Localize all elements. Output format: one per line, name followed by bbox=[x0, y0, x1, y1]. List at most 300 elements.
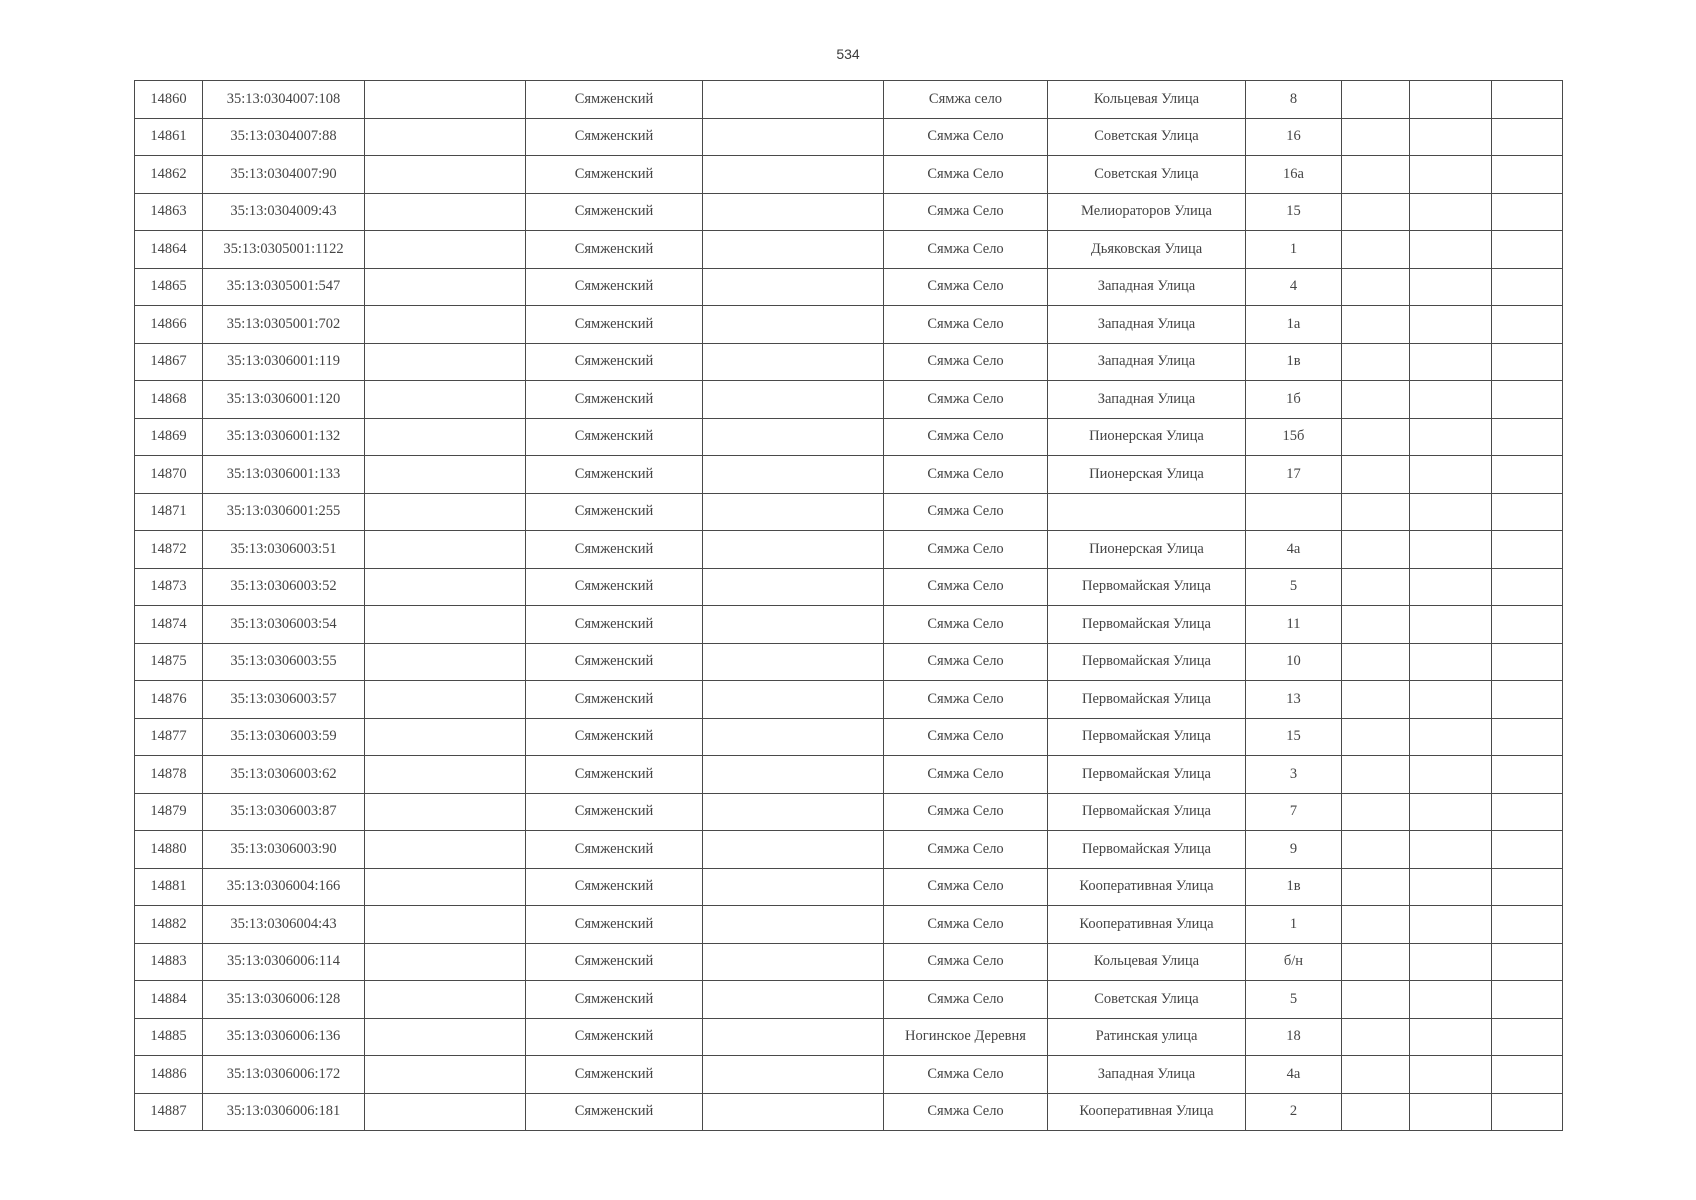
blank-cell-5 bbox=[1492, 231, 1563, 269]
cadastral-number-cell: 35:13:0306006:128 bbox=[203, 981, 365, 1019]
cadastral-number-cell: 35:13:0305001:702 bbox=[203, 306, 365, 344]
blank-cell-3 bbox=[1342, 606, 1410, 644]
house-number-cell: 1а bbox=[1246, 306, 1342, 344]
blank-cell-4 bbox=[1410, 531, 1492, 569]
table-row bbox=[135, 456, 1563, 494]
district-cell: Сямженский bbox=[526, 1056, 703, 1094]
blank-cell-2 bbox=[703, 793, 884, 831]
blank-cell-5 bbox=[1492, 718, 1563, 756]
blank-cell-4 bbox=[1410, 268, 1492, 306]
cadastral-number-cell: 35:13:0306003:90 bbox=[203, 831, 365, 869]
blank-cell-1 bbox=[365, 906, 526, 944]
street-cell: Советская Улица bbox=[1048, 981, 1246, 1019]
blank-cell-3 bbox=[1342, 1056, 1410, 1094]
blank-cell-3 bbox=[1342, 981, 1410, 1019]
blank-cell-3 bbox=[1342, 718, 1410, 756]
district-cell: Сямженский bbox=[526, 943, 703, 981]
house-number-cell: 4а bbox=[1246, 1056, 1342, 1094]
cadastral-number-cell: 35:13:0306003:52 bbox=[203, 568, 365, 606]
blank-cell-4 bbox=[1410, 943, 1492, 981]
district-cell: Сямженский bbox=[526, 531, 703, 569]
district-cell: Сямженский bbox=[526, 793, 703, 831]
cadastral-number-cell: 35:13:0306001:119 bbox=[203, 343, 365, 381]
street-cell: Западная Улица bbox=[1048, 268, 1246, 306]
blank-cell-1 bbox=[365, 793, 526, 831]
settlement-cell: Сямжа Село bbox=[884, 568, 1048, 606]
blank-cell-3 bbox=[1342, 456, 1410, 494]
table-row bbox=[135, 193, 1563, 231]
blank-cell-5 bbox=[1492, 381, 1563, 419]
blank-cell-4 bbox=[1410, 381, 1492, 419]
blank-cell-5 bbox=[1492, 681, 1563, 719]
blank-cell-2 bbox=[703, 306, 884, 344]
record-number-cell: 14872 bbox=[135, 531, 203, 569]
blank-cell-4 bbox=[1410, 981, 1492, 1019]
blank-cell-5 bbox=[1492, 793, 1563, 831]
district-cell: Сямженский bbox=[526, 268, 703, 306]
record-number-cell: 14864 bbox=[135, 231, 203, 269]
blank-cell-3 bbox=[1342, 231, 1410, 269]
street-cell: Первомайская Улица bbox=[1048, 831, 1246, 869]
table-row bbox=[135, 81, 1563, 119]
table-row bbox=[135, 943, 1563, 981]
blank-cell-1 bbox=[365, 381, 526, 419]
blank-cell-4 bbox=[1410, 1093, 1492, 1131]
record-number-cell: 14860 bbox=[135, 81, 203, 119]
house-number-cell: б/н bbox=[1246, 943, 1342, 981]
blank-cell-2 bbox=[703, 156, 884, 194]
district-cell: Сямженский bbox=[526, 831, 703, 869]
blank-cell-1 bbox=[365, 343, 526, 381]
cadastral-number-cell: 35:13:0306006:114 bbox=[203, 943, 365, 981]
settlement-cell: Сямжа Село bbox=[884, 681, 1048, 719]
record-number-cell: 14868 bbox=[135, 381, 203, 419]
registry-body bbox=[135, 81, 1563, 1131]
house-number-cell: 13 bbox=[1246, 681, 1342, 719]
district-cell: Сямженский bbox=[526, 193, 703, 231]
blank-cell-2 bbox=[703, 118, 884, 156]
street-cell: Западная Улица bbox=[1048, 381, 1246, 419]
district-cell: Сямженский bbox=[526, 456, 703, 494]
settlement-cell: Сямжа Село bbox=[884, 793, 1048, 831]
settlement-cell: Сямжа Село bbox=[884, 943, 1048, 981]
table-row bbox=[135, 381, 1563, 419]
house-number-cell: 1 bbox=[1246, 906, 1342, 944]
settlement-cell: Сямжа Село bbox=[884, 493, 1048, 531]
record-number-cell: 14863 bbox=[135, 193, 203, 231]
registry-table bbox=[134, 80, 1563, 1131]
settlement-cell: Сямжа Село bbox=[884, 981, 1048, 1019]
table-row bbox=[135, 831, 1563, 869]
blank-cell-4 bbox=[1410, 193, 1492, 231]
district-cell: Сямженский bbox=[526, 981, 703, 1019]
street-cell: Кооперативная Улица bbox=[1048, 868, 1246, 906]
street-cell: Дьяковская Улица bbox=[1048, 231, 1246, 269]
blank-cell-4 bbox=[1410, 831, 1492, 869]
settlement-cell: Сямжа Село bbox=[884, 418, 1048, 456]
blank-cell-1 bbox=[365, 568, 526, 606]
cadastral-number-cell: 35:13:0306006:136 bbox=[203, 1018, 365, 1056]
house-number-cell: 18 bbox=[1246, 1018, 1342, 1056]
blank-cell-5 bbox=[1492, 943, 1563, 981]
table-row bbox=[135, 718, 1563, 756]
street-cell: Советская Улица bbox=[1048, 118, 1246, 156]
blank-cell-3 bbox=[1342, 831, 1410, 869]
district-cell: Сямженский bbox=[526, 81, 703, 119]
blank-cell-2 bbox=[703, 1056, 884, 1094]
blank-cell-5 bbox=[1492, 456, 1563, 494]
blank-cell-4 bbox=[1410, 568, 1492, 606]
blank-cell-5 bbox=[1492, 493, 1563, 531]
house-number-cell: 2 bbox=[1246, 1093, 1342, 1131]
district-cell: Сямженский bbox=[526, 156, 703, 194]
blank-cell-2 bbox=[703, 343, 884, 381]
house-number-cell: 15б bbox=[1246, 418, 1342, 456]
blank-cell-4 bbox=[1410, 156, 1492, 194]
record-number-cell: 14861 bbox=[135, 118, 203, 156]
district-cell: Сямженский bbox=[526, 493, 703, 531]
blank-cell-2 bbox=[703, 231, 884, 269]
settlement-cell: Сямжа Село bbox=[884, 306, 1048, 344]
blank-cell-4 bbox=[1410, 1018, 1492, 1056]
cadastral-number-cell: 35:13:0304007:108 bbox=[203, 81, 365, 119]
blank-cell-1 bbox=[365, 493, 526, 531]
blank-cell-3 bbox=[1342, 1093, 1410, 1131]
table-row bbox=[135, 418, 1563, 456]
blank-cell-3 bbox=[1342, 343, 1410, 381]
blank-cell-4 bbox=[1410, 756, 1492, 794]
street-cell: Первомайская Улица bbox=[1048, 568, 1246, 606]
street-cell: Пионерская Улица bbox=[1048, 456, 1246, 494]
street-cell: Первомайская Улица bbox=[1048, 681, 1246, 719]
street-cell: Западная Улица bbox=[1048, 1056, 1246, 1094]
street-cell: Кольцевая Улица bbox=[1048, 81, 1246, 119]
blank-cell-3 bbox=[1342, 868, 1410, 906]
blank-cell-3 bbox=[1342, 943, 1410, 981]
blank-cell-2 bbox=[703, 568, 884, 606]
house-number-cell: 10 bbox=[1246, 643, 1342, 681]
cadastral-number-cell: 35:13:0306003:59 bbox=[203, 718, 365, 756]
blank-cell-1 bbox=[365, 831, 526, 869]
table-row bbox=[135, 531, 1563, 569]
table-row bbox=[135, 1018, 1563, 1056]
cadastral-number-cell: 35:13:0304007:90 bbox=[203, 156, 365, 194]
district-cell: Сямженский bbox=[526, 568, 703, 606]
table-row bbox=[135, 268, 1563, 306]
table-row bbox=[135, 118, 1563, 156]
blank-cell-4 bbox=[1410, 231, 1492, 269]
cadastral-number-cell: 35:13:0306004:43 bbox=[203, 906, 365, 944]
cadastral-number-cell: 35:13:0304009:43 bbox=[203, 193, 365, 231]
district-cell: Сямженский bbox=[526, 718, 703, 756]
cadastral-number-cell: 35:13:0306004:166 bbox=[203, 868, 365, 906]
street-cell: Западная Улица bbox=[1048, 343, 1246, 381]
blank-cell-2 bbox=[703, 1093, 884, 1131]
settlement-cell: Сямжа Село bbox=[884, 606, 1048, 644]
blank-cell-5 bbox=[1492, 606, 1563, 644]
settlement-cell: Сямжа Село bbox=[884, 381, 1048, 419]
blank-cell-5 bbox=[1492, 81, 1563, 119]
table-row bbox=[135, 793, 1563, 831]
house-number-cell: 4а bbox=[1246, 531, 1342, 569]
blank-cell-2 bbox=[703, 831, 884, 869]
cadastral-number-cell: 35:13:0306003:51 bbox=[203, 531, 365, 569]
street-cell: Западная Улица bbox=[1048, 306, 1246, 344]
record-number-cell: 14873 bbox=[135, 568, 203, 606]
house-number-cell: 4 bbox=[1246, 268, 1342, 306]
district-cell: Сямженский bbox=[526, 868, 703, 906]
record-number-cell: 14884 bbox=[135, 981, 203, 1019]
street-cell: Кольцевая Улица bbox=[1048, 943, 1246, 981]
record-number-cell: 14867 bbox=[135, 343, 203, 381]
street-cell: Мелиораторов Улица bbox=[1048, 193, 1246, 231]
blank-cell-5 bbox=[1492, 1093, 1563, 1131]
cadastral-number-cell: 35:13:0306006:172 bbox=[203, 1056, 365, 1094]
house-number-cell: 5 bbox=[1246, 568, 1342, 606]
blank-cell-4 bbox=[1410, 606, 1492, 644]
cadastral-number-cell: 35:13:0306003:54 bbox=[203, 606, 365, 644]
blank-cell-3 bbox=[1342, 268, 1410, 306]
blank-cell-4 bbox=[1410, 493, 1492, 531]
cadastral-number-cell: 35:13:0306003:55 bbox=[203, 643, 365, 681]
blank-cell-1 bbox=[365, 306, 526, 344]
blank-cell-2 bbox=[703, 868, 884, 906]
blank-cell-2 bbox=[703, 756, 884, 794]
settlement-cell: Сямжа Село bbox=[884, 831, 1048, 869]
blank-cell-2 bbox=[703, 81, 884, 119]
blank-cell-1 bbox=[365, 756, 526, 794]
table-row bbox=[135, 231, 1563, 269]
blank-cell-1 bbox=[365, 1056, 526, 1094]
record-number-cell: 14874 bbox=[135, 606, 203, 644]
blank-cell-4 bbox=[1410, 643, 1492, 681]
blank-cell-2 bbox=[703, 531, 884, 569]
blank-cell-1 bbox=[365, 531, 526, 569]
district-cell: Сямженский bbox=[526, 606, 703, 644]
blank-cell-1 bbox=[365, 981, 526, 1019]
settlement-cell: Сямжа Село bbox=[884, 156, 1048, 194]
blank-cell-5 bbox=[1492, 643, 1563, 681]
district-cell: Сямженский bbox=[526, 118, 703, 156]
table-row bbox=[135, 756, 1563, 794]
house-number-cell: 17 bbox=[1246, 456, 1342, 494]
blank-cell-1 bbox=[365, 456, 526, 494]
cadastral-number-cell: 35:13:0306006:181 bbox=[203, 1093, 365, 1131]
settlement-cell: Сямжа Село bbox=[884, 1056, 1048, 1094]
street-cell: Первомайская Улица bbox=[1048, 793, 1246, 831]
table-row bbox=[135, 606, 1563, 644]
blank-cell-1 bbox=[365, 943, 526, 981]
record-number-cell: 14865 bbox=[135, 268, 203, 306]
blank-cell-2 bbox=[703, 981, 884, 1019]
blank-cell-5 bbox=[1492, 568, 1563, 606]
page-number: 534 bbox=[836, 46, 860, 62]
record-number-cell: 14869 bbox=[135, 418, 203, 456]
blank-cell-4 bbox=[1410, 793, 1492, 831]
district-cell: Сямженский bbox=[526, 1018, 703, 1056]
blank-cell-2 bbox=[703, 493, 884, 531]
blank-cell-3 bbox=[1342, 118, 1410, 156]
street-cell: Первомайская Улица bbox=[1048, 606, 1246, 644]
blank-cell-2 bbox=[703, 418, 884, 456]
cadastral-number-cell: 35:13:0306003:62 bbox=[203, 756, 365, 794]
district-cell: Сямженский bbox=[526, 681, 703, 719]
table-row bbox=[135, 868, 1563, 906]
blank-cell-5 bbox=[1492, 193, 1563, 231]
blank-cell-4 bbox=[1410, 906, 1492, 944]
blank-cell-3 bbox=[1342, 531, 1410, 569]
blank-cell-5 bbox=[1492, 981, 1563, 1019]
house-number-cell: 7 bbox=[1246, 793, 1342, 831]
table-row bbox=[135, 156, 1563, 194]
house-number-cell: 5 bbox=[1246, 981, 1342, 1019]
settlement-cell: Сямжа Село bbox=[884, 193, 1048, 231]
house-number-cell: 16 bbox=[1246, 118, 1342, 156]
blank-cell-5 bbox=[1492, 418, 1563, 456]
record-number-cell: 14862 bbox=[135, 156, 203, 194]
blank-cell-1 bbox=[365, 118, 526, 156]
house-number-cell: 1в bbox=[1246, 343, 1342, 381]
blank-cell-1 bbox=[365, 418, 526, 456]
house-number-cell: 9 bbox=[1246, 831, 1342, 869]
blank-cell-5 bbox=[1492, 306, 1563, 344]
settlement-cell: Сямжа Село bbox=[884, 268, 1048, 306]
blank-cell-1 bbox=[365, 156, 526, 194]
record-number-cell: 14878 bbox=[135, 756, 203, 794]
cadastral-number-cell: 35:13:0305001:1122 bbox=[203, 231, 365, 269]
record-number-cell: 14877 bbox=[135, 718, 203, 756]
house-number-cell: 15 bbox=[1246, 193, 1342, 231]
blank-cell-3 bbox=[1342, 193, 1410, 231]
cadastral-number-cell: 35:13:0305001:547 bbox=[203, 268, 365, 306]
blank-cell-1 bbox=[365, 1093, 526, 1131]
house-number-cell bbox=[1246, 493, 1342, 531]
settlement-cell: Сямжа Село bbox=[884, 643, 1048, 681]
settlement-cell: Сямжа Село bbox=[884, 756, 1048, 794]
blank-cell-3 bbox=[1342, 381, 1410, 419]
blank-cell-2 bbox=[703, 718, 884, 756]
blank-cell-3 bbox=[1342, 493, 1410, 531]
district-cell: Сямженский bbox=[526, 306, 703, 344]
record-number-cell: 14879 bbox=[135, 793, 203, 831]
street-cell: Советская Улица bbox=[1048, 156, 1246, 194]
record-number-cell: 14876 bbox=[135, 681, 203, 719]
blank-cell-1 bbox=[365, 643, 526, 681]
blank-cell-3 bbox=[1342, 906, 1410, 944]
blank-cell-2 bbox=[703, 643, 884, 681]
table-row bbox=[135, 1056, 1563, 1094]
blank-cell-5 bbox=[1492, 268, 1563, 306]
blank-cell-2 bbox=[703, 681, 884, 719]
record-number-cell: 14870 bbox=[135, 456, 203, 494]
blank-cell-4 bbox=[1410, 81, 1492, 119]
blank-cell-3 bbox=[1342, 306, 1410, 344]
blank-cell-2 bbox=[703, 943, 884, 981]
record-number-cell: 14881 bbox=[135, 868, 203, 906]
street-cell: Первомайская Улица bbox=[1048, 643, 1246, 681]
settlement-cell: Сямжа Село bbox=[884, 1093, 1048, 1131]
blank-cell-1 bbox=[365, 718, 526, 756]
house-number-cell: 1 bbox=[1246, 231, 1342, 269]
cadastral-number-cell: 35:13:0306001:120 bbox=[203, 381, 365, 419]
record-number-cell: 14885 bbox=[135, 1018, 203, 1056]
street-cell: Ратинская улица bbox=[1048, 1018, 1246, 1056]
blank-cell-5 bbox=[1492, 156, 1563, 194]
district-cell: Сямженский bbox=[526, 1093, 703, 1131]
house-number-cell: 16а bbox=[1246, 156, 1342, 194]
street-cell: Пионерская Улица bbox=[1048, 418, 1246, 456]
house-number-cell: 8 bbox=[1246, 81, 1342, 119]
house-number-cell: 15 bbox=[1246, 718, 1342, 756]
settlement-cell: Сямжа Село bbox=[884, 868, 1048, 906]
settlement-cell: Ногинское Деревня bbox=[884, 1018, 1048, 1056]
blank-cell-3 bbox=[1342, 643, 1410, 681]
blank-cell-2 bbox=[703, 906, 884, 944]
record-number-cell: 14886 bbox=[135, 1056, 203, 1094]
blank-cell-3 bbox=[1342, 756, 1410, 794]
settlement-cell: Сямжа Село bbox=[884, 531, 1048, 569]
cadastral-number-cell: 35:13:0304007:88 bbox=[203, 118, 365, 156]
blank-cell-1 bbox=[365, 231, 526, 269]
blank-cell-3 bbox=[1342, 681, 1410, 719]
settlement-cell: Сямжа Село bbox=[884, 118, 1048, 156]
blank-cell-5 bbox=[1492, 756, 1563, 794]
blank-cell-1 bbox=[365, 81, 526, 119]
cadastral-number-cell: 35:13:0306003:87 bbox=[203, 793, 365, 831]
record-number-cell: 14866 bbox=[135, 306, 203, 344]
cadastral-number-cell: 35:13:0306001:255 bbox=[203, 493, 365, 531]
table-row bbox=[135, 568, 1563, 606]
blank-cell-5 bbox=[1492, 118, 1563, 156]
record-number-cell: 14882 bbox=[135, 906, 203, 944]
table-row bbox=[135, 306, 1563, 344]
blank-cell-3 bbox=[1342, 568, 1410, 606]
blank-cell-3 bbox=[1342, 81, 1410, 119]
cadastral-number-cell: 35:13:0306001:132 bbox=[203, 418, 365, 456]
district-cell: Сямженский bbox=[526, 418, 703, 456]
blank-cell-5 bbox=[1492, 531, 1563, 569]
blank-cell-3 bbox=[1342, 418, 1410, 456]
blank-cell-2 bbox=[703, 268, 884, 306]
settlement-cell: Сямжа Село bbox=[884, 718, 1048, 756]
blank-cell-5 bbox=[1492, 1056, 1563, 1094]
table-row bbox=[135, 643, 1563, 681]
settlement-cell: Сямжа Село bbox=[884, 456, 1048, 494]
street-cell: Кооперативная Улица bbox=[1048, 906, 1246, 944]
street-cell: Первомайская Улица bbox=[1048, 756, 1246, 794]
street-cell: Пионерская Улица bbox=[1048, 531, 1246, 569]
blank-cell-1 bbox=[365, 868, 526, 906]
blank-cell-5 bbox=[1492, 868, 1563, 906]
settlement-cell: Сямжа село bbox=[884, 81, 1048, 119]
blank-cell-1 bbox=[365, 268, 526, 306]
blank-cell-4 bbox=[1410, 718, 1492, 756]
district-cell: Сямженский bbox=[526, 343, 703, 381]
district-cell: Сямженский bbox=[526, 756, 703, 794]
house-number-cell: 3 bbox=[1246, 756, 1342, 794]
blank-cell-5 bbox=[1492, 1018, 1563, 1056]
blank-cell-2 bbox=[703, 1018, 884, 1056]
blank-cell-3 bbox=[1342, 156, 1410, 194]
record-number-cell: 14887 bbox=[135, 1093, 203, 1131]
blank-cell-4 bbox=[1410, 456, 1492, 494]
district-cell: Сямженский bbox=[526, 381, 703, 419]
blank-cell-4 bbox=[1410, 343, 1492, 381]
house-number-cell: 1в bbox=[1246, 868, 1342, 906]
street-cell: Кооперативная Улица bbox=[1048, 1093, 1246, 1131]
blank-cell-5 bbox=[1492, 343, 1563, 381]
settlement-cell: Сямжа Село bbox=[884, 343, 1048, 381]
